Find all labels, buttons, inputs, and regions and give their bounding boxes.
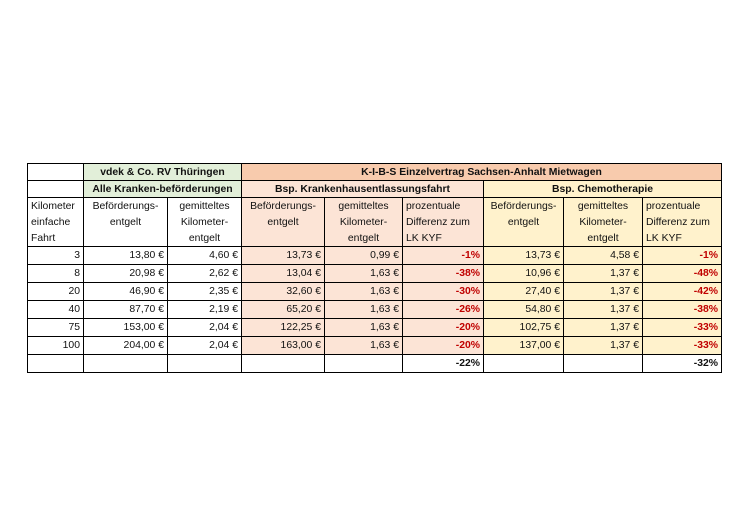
empty-corner-cell (28, 181, 84, 198)
k-bef-cell: 122,25 € (242, 319, 325, 337)
c-bef-cell: 10,96 € (484, 265, 564, 283)
c-km-cell: 1,37 € (564, 283, 643, 301)
vdek-km-cell: 2,04 € (168, 319, 242, 337)
k-bef-cell: 163,00 € (242, 337, 325, 355)
c-bef-cell: 27,40 € (484, 283, 564, 301)
km-cell: 75 (28, 319, 84, 337)
empty-cell (242, 355, 325, 373)
c-km-cell: 1,37 € (564, 337, 643, 355)
k-pct-cell: -26% (403, 301, 484, 319)
c-pct-cell: -33% (643, 337, 722, 355)
k-pct-header: LK KYF (403, 230, 484, 247)
kibs-title: K-I-B-S Einzelvertrag Sachsen-Anhalt Mietwagen (242, 164, 722, 181)
c-bef-cell: 102,75 € (484, 319, 564, 337)
column-header-row (28, 198, 722, 215)
k-pct-cell: -1% (403, 247, 484, 265)
c-total-pct: -32% (643, 355, 722, 373)
k-pct-cell: -38% (403, 265, 484, 283)
k-km-header: Kilometer- (325, 214, 403, 230)
vdek-title: vdek & Co. RV Thüringen (84, 164, 242, 181)
table-row (28, 247, 722, 265)
vdek-km-header: entgelt (168, 230, 242, 247)
k-pct-header: prozentuale (403, 198, 484, 215)
k-bef-header: Beförderungs- (242, 198, 325, 215)
empty-cell (84, 355, 168, 373)
k-km-cell: 1,63 € (325, 301, 403, 319)
vdek-subtitle: Alle Kranken-beförderungen (84, 181, 242, 198)
empty-cell (168, 355, 242, 373)
table-row (28, 319, 722, 337)
column-header-row (28, 230, 722, 247)
km-header: Fahrt (28, 230, 84, 247)
k-pct-header: Differenz zum (403, 214, 484, 230)
empty-cell (325, 355, 403, 373)
vdek-bef-cell: 153,00 € (84, 319, 168, 337)
c-bef-cell: 137,00 € (484, 337, 564, 355)
k-km-cell: 0,99 € (325, 247, 403, 265)
c-pct-header: Differenz zum (643, 214, 722, 230)
vdek-km-cell: 2,19 € (168, 301, 242, 319)
c-km-cell: 1,37 € (564, 301, 643, 319)
c-bef-cell: 54,80 € (484, 301, 564, 319)
k-pct-cell: -30% (403, 283, 484, 301)
vdek-bef-header (84, 230, 168, 247)
c-km-cell: 4,58 € (564, 247, 643, 265)
c-bef-header (484, 230, 564, 247)
vdek-bef-cell: 87,70 € (84, 301, 168, 319)
k-km-header: gemitteltes (325, 198, 403, 215)
c-pct-header: LK KYF (643, 230, 722, 247)
vdek-bef-cell: 20,98 € (84, 265, 168, 283)
km-cell: 20 (28, 283, 84, 301)
k-bef-cell: 65,20 € (242, 301, 325, 319)
c-bef-cell: 13,73 € (484, 247, 564, 265)
table-row (28, 265, 722, 283)
vdek-bef-header: Beförderungs- (84, 198, 168, 215)
empty-corner-cell (28, 164, 84, 181)
c-km-header: Kilometer- (564, 214, 643, 230)
vdek-km-cell: 2,04 € (168, 337, 242, 355)
k-km-cell: 1,63 € (325, 283, 403, 301)
k-pct-cell: -20% (403, 319, 484, 337)
k-bef-header (242, 230, 325, 247)
c-km-cell: 1,37 € (564, 265, 643, 283)
totals-row (28, 355, 722, 373)
group-header-row (28, 164, 722, 181)
c-km-header: entgelt (564, 230, 643, 247)
k-km-header: entgelt (325, 230, 403, 247)
km-cell: 8 (28, 265, 84, 283)
empty-cell (484, 355, 564, 373)
c-bef-header: entgelt (484, 214, 564, 230)
c-pct-cell: -38% (643, 301, 722, 319)
k-bef-cell: 32,60 € (242, 283, 325, 301)
vdek-km-header: Kilometer- (168, 214, 242, 230)
vdek-bef-cell: 46,90 € (84, 283, 168, 301)
vdek-bef-cell: 13,80 € (84, 247, 168, 265)
k-bef-header: entgelt (242, 214, 325, 230)
column-header-row (28, 214, 722, 230)
table-row (28, 283, 722, 301)
k-km-cell: 1,63 € (325, 319, 403, 337)
table-row (28, 301, 722, 319)
vdek-km-cell: 4,60 € (168, 247, 242, 265)
c-pct-header: prozentuale (643, 198, 722, 215)
c-km-cell: 1,37 € (564, 319, 643, 337)
vdek-km-header: gemitteltes (168, 198, 242, 215)
vdek-km-cell: 2,62 € (168, 265, 242, 283)
k-bef-cell: 13,73 € (242, 247, 325, 265)
km-cell: 40 (28, 301, 84, 319)
km-cell: 3 (28, 247, 84, 265)
k-pct-cell: -20% (403, 337, 484, 355)
k-km-cell: 1,63 € (325, 337, 403, 355)
subgroup-header-row (28, 181, 722, 198)
k-bef-cell: 13,04 € (242, 265, 325, 283)
empty-cell (28, 355, 84, 373)
c-pct-cell: -1% (643, 247, 722, 265)
k-km-cell: 1,63 € (325, 265, 403, 283)
c-pct-cell: -42% (643, 283, 722, 301)
km-header: einfache (28, 214, 84, 230)
k-total-pct: -22% (403, 355, 484, 373)
chemo-subtitle: Bsp. Chemotherapie (484, 181, 722, 198)
vdek-bef-header: entgelt (84, 214, 168, 230)
vdek-km-cell: 2,35 € (168, 283, 242, 301)
c-bef-header: Beförderungs- (484, 198, 564, 215)
krankenhaus-subtitle: Bsp. Krankenhausentlassungsfahrt (242, 181, 484, 198)
comparison-table (27, 163, 722, 373)
c-pct-cell: -48% (643, 265, 722, 283)
km-cell: 100 (28, 337, 84, 355)
c-pct-cell: -33% (643, 319, 722, 337)
table-row (28, 337, 722, 355)
km-header: Kilometer (28, 198, 84, 215)
empty-cell (564, 355, 643, 373)
c-km-header: gemitteltes (564, 198, 643, 215)
vdek-bef-cell: 204,00 € (84, 337, 168, 355)
